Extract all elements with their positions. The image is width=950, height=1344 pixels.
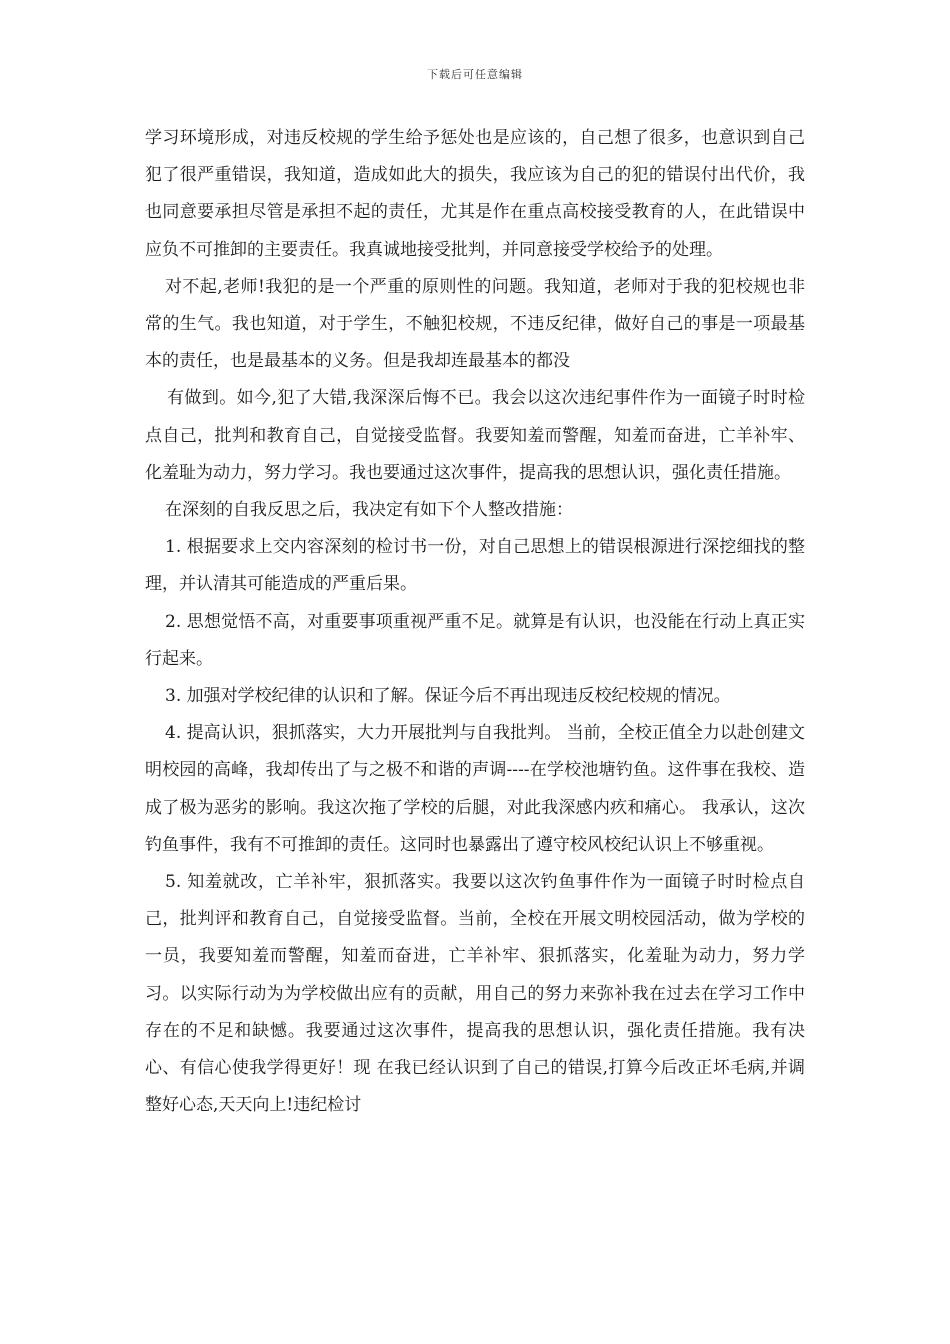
list-item-1: 1. 根据要求上交内容深刻的检讨书一份，对自己思想上的错误根源进行深挖细找的整理，并认清其可能造成的严重后果。 bbox=[145, 537, 805, 595]
paragraph-4: 在深刻的自我反思之后，我决定有如下个人整改措施： bbox=[165, 500, 573, 521]
paragraph-3: 有做到。如今,犯了大错,我深深后悔不已。我会以这次违纪事件作为一面镜子时时检点自己，批判和教育自己，自觉接受监督。我要知羞而警醒，知羞而奋进，亡羊补牢、化羞耻为动力，努力学习。我也要通过这次事件，提高我的思想认识，强化责任措施。 bbox=[145, 388, 805, 483]
paragraph-1: 学习环境形成，对违反校规的学生给予惩处也是应该的，自己想了很多，也意识到自己犯了很严重错误，我知道，造成如此大的损失，我应该为自己的犯的错误付出代价，我也同意要承担尽管是承担不起的责任，尤其是作在重点高校接受教育的人，在此错误中应负不可推卸的主要责任。我真诚地接受批判，并同意接受学校给予的处理。 bbox=[145, 128, 805, 260]
page-header: 下载后可任意编辑 bbox=[427, 68, 523, 81]
list-item-4: 4. 提高认识，狠抓落实，大力开展批判与自我批判。 当前，全校正值全力以赴创建文明校园的高峰，我却传出了与之极不和谐的声调----在学校池塘钓鱼。这件事在我校、造成了极为恶劣的影响。我这次拖了学校的后腿，对此我深感内疚和痛心。 我承认，这次钓鱼事件，我有不可推卸的责任。这同时也暴露出了遵守校风校纪认识上不够重视。 bbox=[145, 723, 805, 855]
list-item-3: 3. 加强对学校纪律的认识和了解。保证今后不再出现违反校纪校规的情况。 bbox=[165, 686, 731, 707]
paragraph-2: 对不起,老师!我犯的是一个严重的原则性的问题。我知道，老师对于我的犯校规也非常的生气。我也知道，对于学生，不触犯校规，不违反纪律，做好自己的事是一项最基本的责任，也是最基本的义务。但是我却连最基本的都没 bbox=[145, 276, 805, 372]
document-body bbox=[145, 120, 805, 1124]
list-item-5: 5. 知羞就改，亡羊补牢，狠抓落实。我要以这次钓鱼事件作为一面镜子时时检点自己，批判评和教育自己，自觉接受监督。当前，全校在开展文明校园活动，做为学校的一员，我要知羞而警醒，知羞而奋进，亡羊补牢、狠抓落实，化羞耻为动力，努力学习。以实际行动为为学校做出应有的贡献，用自己的努力来弥补我在过去在学习工作中存在的不足和缺憾。我要通过这次事件，提高我的思想认识，强化责任措施。我有决心、有信心使我学得更好！现 在我已经认识到了自己的错误,打算今后改正坏毛病,并调整好心态,天天向上!违纪检讨 bbox=[145, 872, 805, 1116]
list-item-2: 2. 思想觉悟不高，对重要事项重视严重不足。就算是有认识，也没能在行动上真正实行起来。 bbox=[145, 611, 805, 669]
